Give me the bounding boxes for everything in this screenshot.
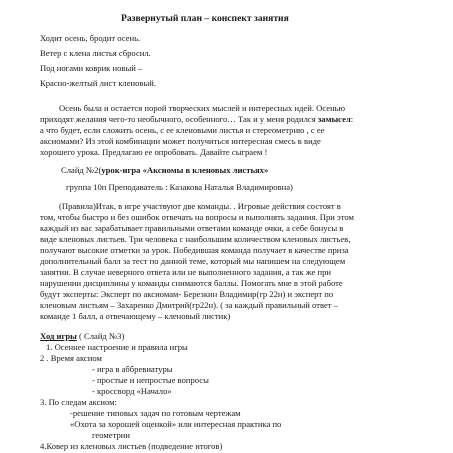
game-item-1: 1. Осеннее настроение и правила игры	[46, 342, 188, 352]
game-heading: Ход игры	[40, 331, 77, 341]
game-subitem-tasks: -решение типовых задач по готовым чертежам	[70, 408, 241, 418]
game-subitem-geometry: геометрии	[92, 430, 130, 440]
rules-line-1: (Правила)Итак, в игре участвуют две команды. . Игровые действия состоят в	[59, 201, 341, 211]
game-item-3: 3. По следам аксиом:	[40, 397, 117, 407]
rules-line-7: занятии. В случае неверного ответа или не выполненного задания, а так же при	[40, 267, 332, 277]
poem-line-1: Ходит осень, бродит осень.	[40, 33, 141, 43]
slide2-heading	[61, 165, 268, 175]
game-item-4: 4.Ковер из кленовых листьев (подведение итогов)	[40, 441, 223, 451]
rules-line-4: виде кленовых листьев. Три человека с наибольшим количеством кленовых листьев,	[40, 234, 351, 244]
game-heading-line	[40, 331, 124, 341]
poem-line-2: Ветер с клена листья сбросил.	[40, 48, 151, 58]
game-slide-ref: ( Слайд №3)	[76, 331, 125, 341]
poem-line-3: Под ногами коврик новый –	[40, 63, 143, 73]
rules-line-5: получают высокие отметки за урок. Победившая команда получает в качестве приза	[40, 245, 349, 255]
game-subitem-questions: - простые и непростые вопросы	[92, 375, 209, 385]
game-subitem-crossword: - кроссворд «Начало»	[92, 386, 172, 396]
game-item-2: 2 . Время аксиом	[40, 353, 102, 363]
rules-line-6: дополнительный балл за тест по данной теме, который мы напишем на следующем	[40, 256, 346, 266]
poem-line-4: Красно-желтый лист кленовый.	[40, 78, 156, 88]
intro-line-3: а что будет, если сложить осень, с ее кленовыми листья и стереометрию , с ее	[40, 125, 325, 135]
rules-line-10: кленовым листьям – Захаренко Дмитрий(гр22н). ( за каждый правильный ответ –	[40, 300, 338, 310]
intro-line-2	[40, 114, 353, 124]
rules-line-8: нарушении дисциплины у команды снимаются баллы. Помогать мне в этой работе	[40, 278, 343, 288]
intro-line-4: аксиомами? Из этой комбинации может получиться интересная смесь в виде	[40, 136, 321, 146]
rules-line-3: каждый из вас зарабатывает правильными ответами команде очки, а себе бонусы в	[40, 223, 344, 233]
slide2-prefix: Слайд №2(	[61, 165, 102, 175]
intro-line-1: Осень была и остается порой творческих мыслей и интересных идей. Осенью	[59, 103, 346, 113]
idea-word: замысел	[317, 114, 351, 124]
page-title: Развернутый план – конспект занятия	[121, 13, 289, 24]
rules-line-2: том, чтобы быстро и без ошибок отвечать на вопросы и выполнять задания. При этом	[40, 212, 354, 222]
game-subitem-hunt: «Охота за хорошей оценкой» или интересная практика по	[70, 419, 282, 429]
rules-line-11: команде 1 балл, а отвечающему – кленовый листик)	[40, 311, 231, 321]
slide2-title: урок-игра «Аксиомы в кленовых листьях»	[101, 165, 269, 175]
game-subitem-abbreviations: - игра в аббревиатуры	[92, 364, 173, 374]
group-teacher-line: группа 10п Преподаватель : Казакова Наталья Владимировна)	[66, 182, 293, 192]
intro-line-5: хорошего урока. Предлагаю ее опробовать. Давайте сыграем !	[40, 147, 268, 157]
rules-line-9: будут эксперты: Эксперт по аксиомам- Березкин Владимир(гр 22н) и эксперт по	[40, 289, 334, 299]
intro-line-2-end: :	[350, 114, 354, 124]
intro-line-2-text: приходят желания чего-то необычного, особенного… Так и у меня родился	[40, 114, 316, 124]
